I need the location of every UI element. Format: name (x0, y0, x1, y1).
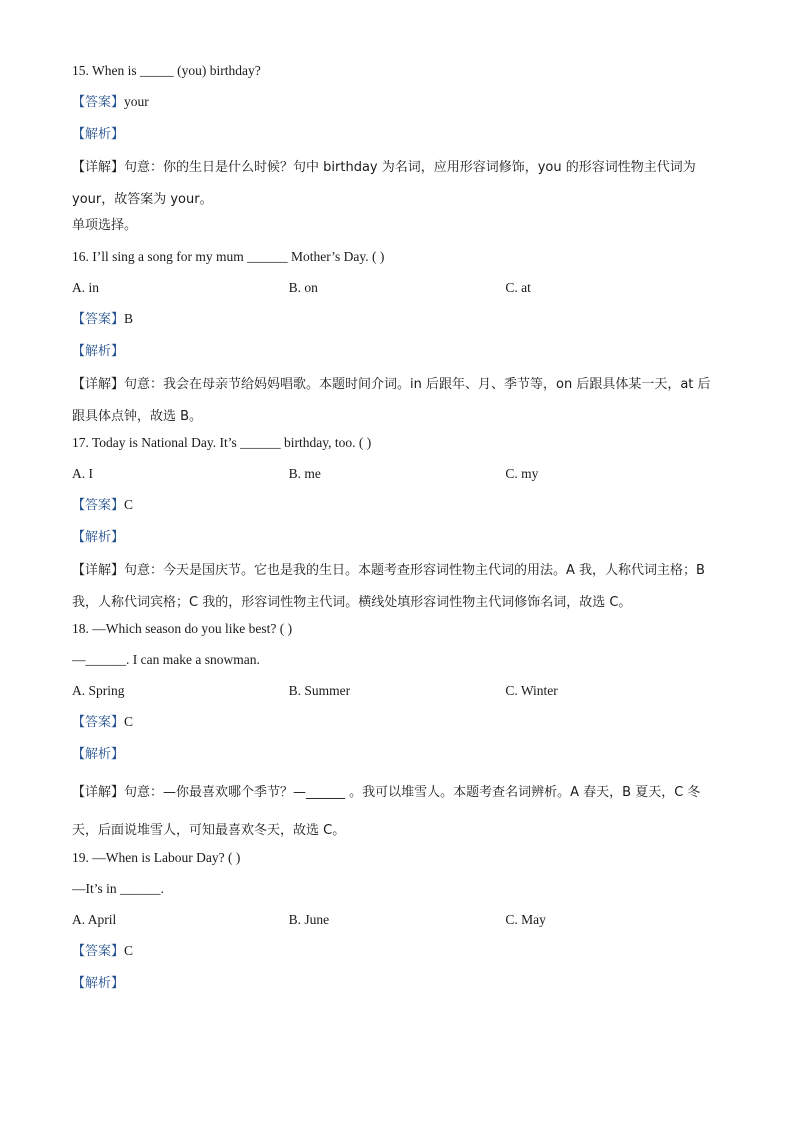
answer-17 (72, 496, 722, 515)
option-c: C. May (505, 912, 546, 927)
options-18 (72, 682, 722, 700)
detail-tag: 【详解】 (72, 160, 125, 175)
answer-tag: 【答案】 (72, 95, 125, 110)
detail-text: 句意：我会在母亲节给妈妈唱歌。本题时间介词。in 后跟年、月、季节等，on 后跟具体某一天，at 后跟具体点钟，故选 B。 (72, 377, 711, 424)
detail-16 (72, 368, 722, 432)
note-15: 单项选择。 (72, 218, 138, 233)
question-16: 16. I’ll sing a song for my mum ______ Mother’s Day. ( ) (72, 249, 385, 264)
analysis-tag: 【解析】 (72, 747, 125, 762)
analysis-15 (72, 125, 722, 144)
analysis-tag: 【解析】 (72, 976, 125, 991)
question-15: 15. When is _____ (you) birthday? (72, 63, 261, 78)
answer-tag: 【答案】 (72, 944, 125, 959)
answer-16 (72, 310, 722, 329)
options-17 (72, 465, 722, 483)
detail-text: 句意：—你最喜欢哪个季节？—______ 。我可以堆雪人。本题考查名词辨析。A 春天，B 夏天，C 冬天，后面说堆雪人，可知最喜欢冬天，故选 C。 (72, 785, 701, 838)
answer-15 (72, 93, 722, 112)
answer-value: B (124, 311, 134, 326)
options-16 (72, 279, 722, 297)
answer-19 (72, 942, 722, 961)
analysis-16 (72, 342, 722, 361)
option-c: C. Winter (505, 683, 558, 698)
option-b: B. Summer (288, 683, 351, 698)
option-c: C. my (505, 466, 539, 481)
document-page (72, 62, 722, 1006)
detail-15 (72, 151, 722, 215)
analysis-tag: 【解析】 (72, 530, 125, 545)
question-18: 18. —Which season do you like best? ( ) (72, 621, 293, 636)
detail-text: 句意：你的生日是什么时候？句中 birthday 为名词，应用形容词修饰，you 的形容词性物主代词为 your，故答案为 your。 (72, 160, 696, 207)
analysis-tag: 【解析】 (72, 344, 125, 359)
answer-tag: 【答案】 (72, 715, 125, 730)
reply-19: —It’s in ______. (72, 881, 164, 896)
question-19: 19. —When is Labour Day? ( ) (72, 850, 241, 865)
detail-tag: 【详解】 (72, 785, 125, 800)
analysis-18 (72, 745, 722, 764)
analysis-17 (72, 528, 722, 547)
option-a: A. Spring (72, 683, 125, 698)
answer-tag: 【答案】 (72, 312, 125, 327)
option-a: A. in (72, 280, 99, 295)
answer-value: C (124, 714, 134, 729)
option-a: A. I (72, 466, 93, 481)
answer-tag: 【答案】 (72, 498, 125, 513)
answer-value: C (124, 497, 134, 512)
option-b: B. me (288, 466, 321, 481)
option-b: B. on (288, 280, 318, 295)
option-c: C. at (505, 280, 531, 295)
option-a: A. April (72, 912, 117, 927)
detail-17 (72, 554, 722, 618)
analysis-19 (72, 974, 722, 993)
answer-value: your (124, 94, 149, 109)
detail-text: 句意：今天是国庆节。它也是我的生日。本题考查形容词性物主代词的用法。A 我，人称代词主格；B 我，人称代词宾格；C 我的，形容词性物主代词。横线处填形容词性物主代词修饰名词，故选 C。 (72, 563, 705, 610)
answer-18 (72, 713, 722, 732)
options-19 (72, 911, 722, 929)
detail-tag: 【详解】 (72, 563, 125, 578)
answer-value: C (124, 943, 134, 958)
option-b: B. June (288, 912, 330, 927)
detail-18 (72, 773, 722, 849)
question-17: 17. Today is National Day. It’s ______ birthday, too. ( ) (72, 435, 372, 450)
reply-18: —______. I can make a snowman. (72, 652, 260, 667)
analysis-tag: 【解析】 (72, 127, 125, 142)
detail-tag: 【详解】 (72, 377, 125, 392)
